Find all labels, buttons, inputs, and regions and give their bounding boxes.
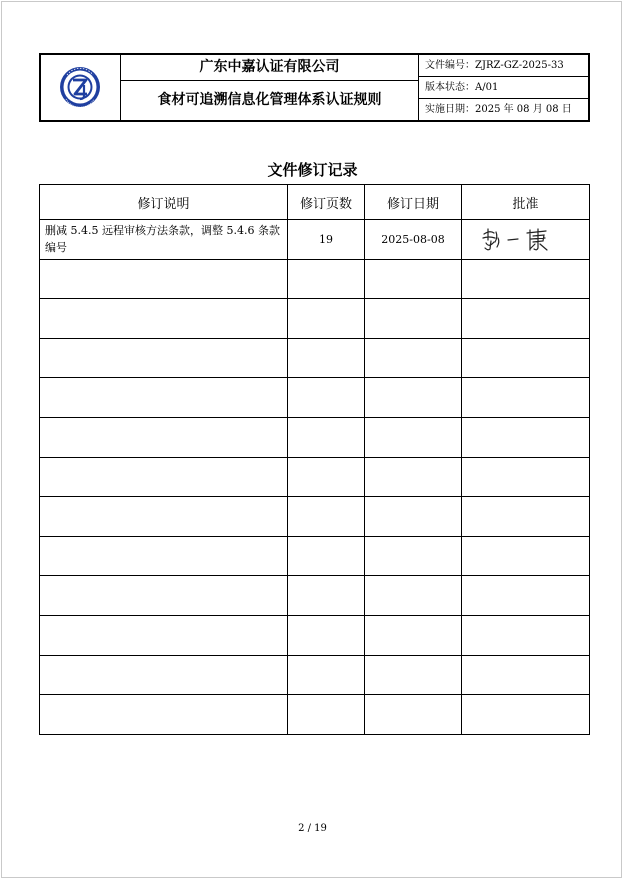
- signature-icon: [478, 224, 574, 254]
- table-cell: [462, 338, 590, 378]
- table-row: [40, 536, 590, 576]
- table-cell: [40, 417, 288, 457]
- table-cell: [288, 457, 365, 497]
- table-row: [40, 615, 590, 655]
- table-cell: [365, 695, 462, 735]
- revision-table: [39, 184, 590, 735]
- table-cell: [40, 457, 288, 497]
- document-number: 文件编号：ZJRZ-GZ-2025-33: [419, 55, 588, 77]
- table-row: [40, 417, 590, 457]
- table-cell: [462, 259, 590, 299]
- company-name: 广东中嘉认证有限公司: [121, 55, 419, 81]
- table-cell: [365, 338, 462, 378]
- table-row: [40, 378, 590, 418]
- col-header-description: 修订说明: [40, 185, 288, 220]
- table-cell: [462, 417, 590, 457]
- version-status: 版本状态：A/01: [419, 77, 588, 99]
- table-cell: [40, 655, 288, 695]
- col-header-approval: 批准: [462, 185, 590, 220]
- document-header: [39, 53, 590, 122]
- revision-description: 删减 5.4.5 远程审核方法条款，调整 5.4.6 条款编号: [40, 220, 288, 260]
- revision-pages: 19: [288, 220, 365, 260]
- company-logo-icon: [59, 66, 101, 108]
- table-cell: [365, 299, 462, 339]
- table-cell: [40, 259, 288, 299]
- table-cell: [365, 576, 462, 616]
- table-cell: [365, 615, 462, 655]
- table-cell: [40, 378, 288, 418]
- table-row: [40, 259, 590, 299]
- table-row: [40, 457, 590, 497]
- table-cell: [40, 338, 288, 378]
- table-cell: [288, 338, 365, 378]
- table-cell: [462, 576, 590, 616]
- revision-date: 2025-08-08: [365, 220, 462, 260]
- table-cell: [288, 259, 365, 299]
- table-cell: [462, 497, 590, 537]
- table-row: [40, 576, 590, 616]
- revision-table-header: [40, 185, 590, 220]
- table-cell: [365, 378, 462, 418]
- table-cell: [288, 655, 365, 695]
- revision-approver: [462, 220, 590, 260]
- table-cell: [365, 417, 462, 457]
- revision-record-title: 文件修订记录: [267, 161, 358, 179]
- table-cell: [462, 299, 590, 339]
- table-cell: [288, 378, 365, 418]
- table-cell: [462, 457, 590, 497]
- table-cell: [288, 299, 365, 339]
- table-cell: [40, 576, 288, 616]
- table-cell: [40, 497, 288, 537]
- table-cell: [288, 497, 365, 537]
- table-cell: [365, 497, 462, 537]
- table-cell: [288, 536, 365, 576]
- effective-date: 实施日期：2025 年 08 月 08 日: [425, 104, 572, 115]
- table-cell: [462, 536, 590, 576]
- table-row: [40, 497, 590, 537]
- table-cell: [40, 615, 288, 655]
- table-cell: [462, 695, 590, 735]
- table-cell: [365, 655, 462, 695]
- col-header-pages: 修订页数: [288, 185, 365, 220]
- table-cell: [288, 615, 365, 655]
- table-row: [40, 655, 590, 695]
- table-cell: [288, 417, 365, 457]
- table-cell: [365, 457, 462, 497]
- table-cell: [40, 695, 288, 735]
- table-cell: [40, 536, 288, 576]
- table-cell: [462, 655, 590, 695]
- table-row: [40, 299, 590, 339]
- table-row: [40, 338, 590, 378]
- table-cell: [365, 536, 462, 576]
- document-title: 食材可追溯信息化管理体系认证规则: [121, 81, 419, 120]
- table-cell: [288, 576, 365, 616]
- table-row: [40, 695, 590, 735]
- table-row: [40, 220, 590, 260]
- table-cell: [365, 259, 462, 299]
- logo-cell: [41, 55, 121, 120]
- table-cell: [288, 695, 365, 735]
- table-cell: [462, 378, 590, 418]
- table-cell: [40, 299, 288, 339]
- col-header-date: 修订日期: [365, 185, 462, 220]
- page-number: 2 / 19: [298, 823, 327, 834]
- table-cell: [462, 615, 590, 655]
